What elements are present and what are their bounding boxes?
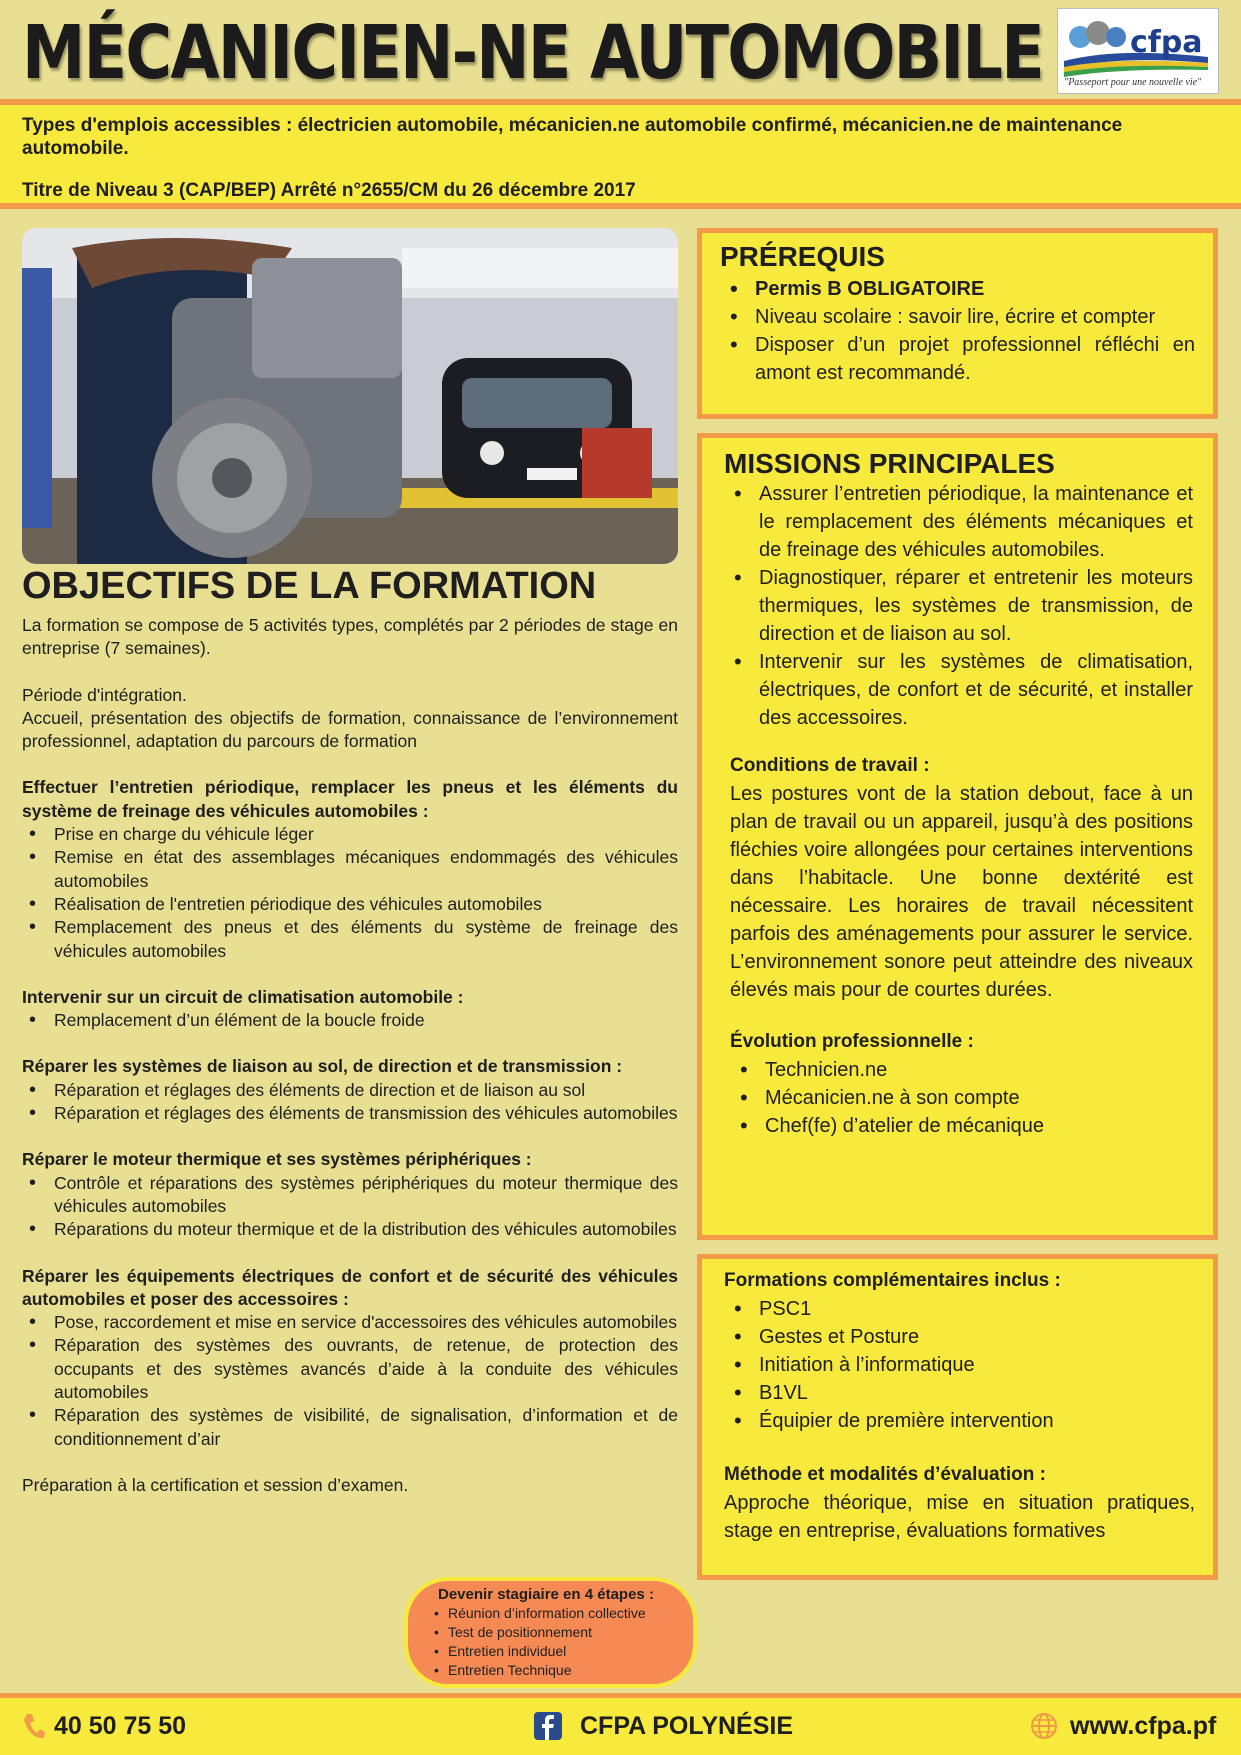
accessible-jobs: Types d'emplois accessibles : électricien automobile, mécanicien.ne automobile confirmé, mécanicien.ne de maintenance automobile. (22, 115, 1123, 159)
footer (0, 1693, 1241, 1755)
list-item: • Équipier de première intervention (724, 1407, 1195, 1435)
complementary-list (724, 1295, 1195, 1435)
logo-tagline: "Passeport pour une nouvelle vie" (1064, 77, 1202, 88)
section-list (22, 1009, 678, 1032)
list-item: • PSC1 (724, 1295, 1195, 1323)
page-title: MÉCANICIEN-NE AUTOMOBILE (22, 10, 1043, 96)
list-item: • Réparations du moteur thermique et de la distribution des véhicules automobiles (22, 1218, 678, 1241)
complementary-title: Formations complémentaires inclus : (724, 1270, 1061, 1291)
section-heading: Réparer les équipements électriques de confort et de sécurité des véhicules automobiles et poser des accessoires : (22, 1265, 678, 1309)
section-heading: Réparer le moteur thermique et ses systèmes périphériques : (22, 1149, 532, 1170)
conditions-title: Conditions de travail : (730, 755, 930, 776)
phone-number[interactable]: 40 50 75 50 (54, 1712, 187, 1740)
missions-list (724, 480, 1193, 732)
list-item: • Niveau scolaire : savoir lire, écrire et compter (720, 303, 1195, 331)
list-item: • Réparation et réglages des éléments de direction et de liaison au sol (22, 1079, 678, 1102)
list-item: • Réunion d’information collective (432, 1604, 693, 1623)
conditions-text: Les postures vont de la station debout, face à un plan de travail ou un appareil, jusqu’à des positions fléchies voire allongées pour certaines interventions dans l’habitacle. Une bonne dextérité est nécessaire. Les horaires de travail nécessitent parfois des aménagements pour assurer le service. L’environnement sonore peut atteindre des niveaux élevés mais pour de courtes durées. (730, 783, 1193, 1001)
list-item: • Pose, raccordement et mise en service d'accessoires des véhicules automobiles (22, 1311, 678, 1334)
globe-icon (1030, 1712, 1058, 1740)
complementary-box (697, 1254, 1218, 1580)
list-item: • Entretien individuel (432, 1642, 693, 1661)
section-heading: Intervenir sur un circuit de climatisation automobile : (22, 986, 464, 1007)
list-item: • Test de positionnement (432, 1623, 693, 1642)
qualification-level: Titre de Niveau 3 (CAP/BEP) Arrêté n°2655/CM du 26 décembre 2017 (22, 180, 636, 201)
section-list (22, 823, 678, 963)
list-item: • Initiation à l’informatique (724, 1351, 1195, 1379)
list-item: • Contrôle et réparations des systèmes périphériques du moteur thermique des véhicules automobiles (22, 1172, 678, 1219)
objectives-closing: Préparation à la certification et session d’examen. (22, 1474, 409, 1495)
list-item: • Remplacement d’un élément de la boucle froide (22, 1009, 678, 1032)
facebook-page[interactable]: CFPA POLYNÉSIE (580, 1712, 794, 1740)
objectives-intro: La formation se compose de 5 activités types, complétés par 2 périodes de stage en entreprise (7 semaines). (22, 615, 678, 659)
list-item: • Remise en état des assemblages mécaniques endommagés des véhicules automobiles (22, 846, 678, 893)
list-item: • Gestes et Posture (724, 1323, 1195, 1351)
list-item: • Entretien Technique (432, 1661, 693, 1680)
facebook-icon (534, 1712, 562, 1740)
method-text: Approche théorique, mise en situation pratiques, stage en entreprise, évaluations formatives (724, 1492, 1195, 1542)
list-item: • Réparation des systèmes des ouvrants, de retenue, de protection des occupants et des systèmes avancés d’aide à la conduite des véhicules automobiles (22, 1334, 678, 1404)
integration-text: Accueil, présentation des objectifs de formation, connaissance de l’environnement professionnel, adaptation du parcours de formation (22, 707, 678, 752)
prerequisites-title: PRÉREQUIS (720, 241, 885, 272)
missions-box (697, 433, 1218, 1240)
steps-title: Devenir stagiaire en 4 étapes : (438, 1586, 654, 1603)
enrollment-steps (404, 1577, 697, 1688)
list-item: • Prise en charge du véhicule léger (22, 823, 678, 846)
steps-list (432, 1604, 693, 1680)
list-item: • Disposer d’un projet professionnel réfléchi en amont est recommandé. (720, 331, 1195, 387)
objectives-content (22, 614, 678, 1497)
list-item: • Permis B OBLIGATOIRE (720, 275, 1195, 303)
integration-title: Période d'intégration. (22, 684, 187, 705)
list-item: • Technicien.ne (730, 1056, 1193, 1084)
list-item: • Assurer l’entretien périodique, la maintenance et le remplacement des éléments mécaniques et de freinage des véhicules automobiles. (724, 480, 1193, 564)
evolution-list (724, 1056, 1193, 1140)
list-item: • B1VL (724, 1379, 1195, 1407)
logo-name: cfpa (1130, 25, 1203, 60)
list-item: • Réparation et réglages des éléments de transmission des véhicules automobiles (22, 1102, 678, 1125)
list-item: • Diagnostiquer, réparer et entretenir les moteurs thermiques, les systèmes de transmission, de direction et de liaison au sol. (724, 564, 1193, 648)
objectives-title: OBJECTIFS DE LA FORMATION (22, 565, 597, 607)
section-list (22, 1311, 678, 1451)
list-item: • Réalisation de l'entretien périodique des véhicules automobiles (22, 893, 678, 916)
list-item: • Remplacement des pneus et des éléments du système de freinage des véhicules automobiles (22, 916, 678, 963)
cfpa-logo (1057, 8, 1219, 94)
phone-icon (22, 1712, 46, 1740)
prerequisites-box (697, 228, 1218, 419)
mechanic-photo (22, 228, 678, 564)
prerequisites-list (720, 275, 1195, 387)
website-link[interactable]: www.cfpa.pf (1070, 1712, 1217, 1740)
section-heading: Effectuer l’entretien périodique, remplacer les pneus et les éléments du système de freinage des véhicules automobiles : (22, 777, 678, 821)
section-list (22, 1172, 678, 1242)
list-item: • Chef(fe) d’atelier de mécanique (730, 1112, 1193, 1140)
method-title: Méthode et modalités d’évaluation : (724, 1464, 1046, 1485)
job-info-band (0, 99, 1241, 209)
evolution-title: Évolution professionnelle : (730, 1031, 974, 1052)
list-item: • Intervenir sur les systèmes de climatisation, électriques, de confort et de sécurité, et installer des accessoires. (724, 648, 1193, 732)
list-item: • Réparation des systèmes de visibilité, de signalisation, d’information et de conditionnement d’air (22, 1404, 678, 1451)
list-item: • Mécanicien.ne à son compte (730, 1084, 1193, 1112)
missions-title: MISSIONS PRINCIPALES (724, 448, 1055, 479)
section-list (22, 1079, 678, 1126)
section-heading: Réparer les systèmes de liaison au sol, de direction et de transmission : (22, 1056, 623, 1077)
